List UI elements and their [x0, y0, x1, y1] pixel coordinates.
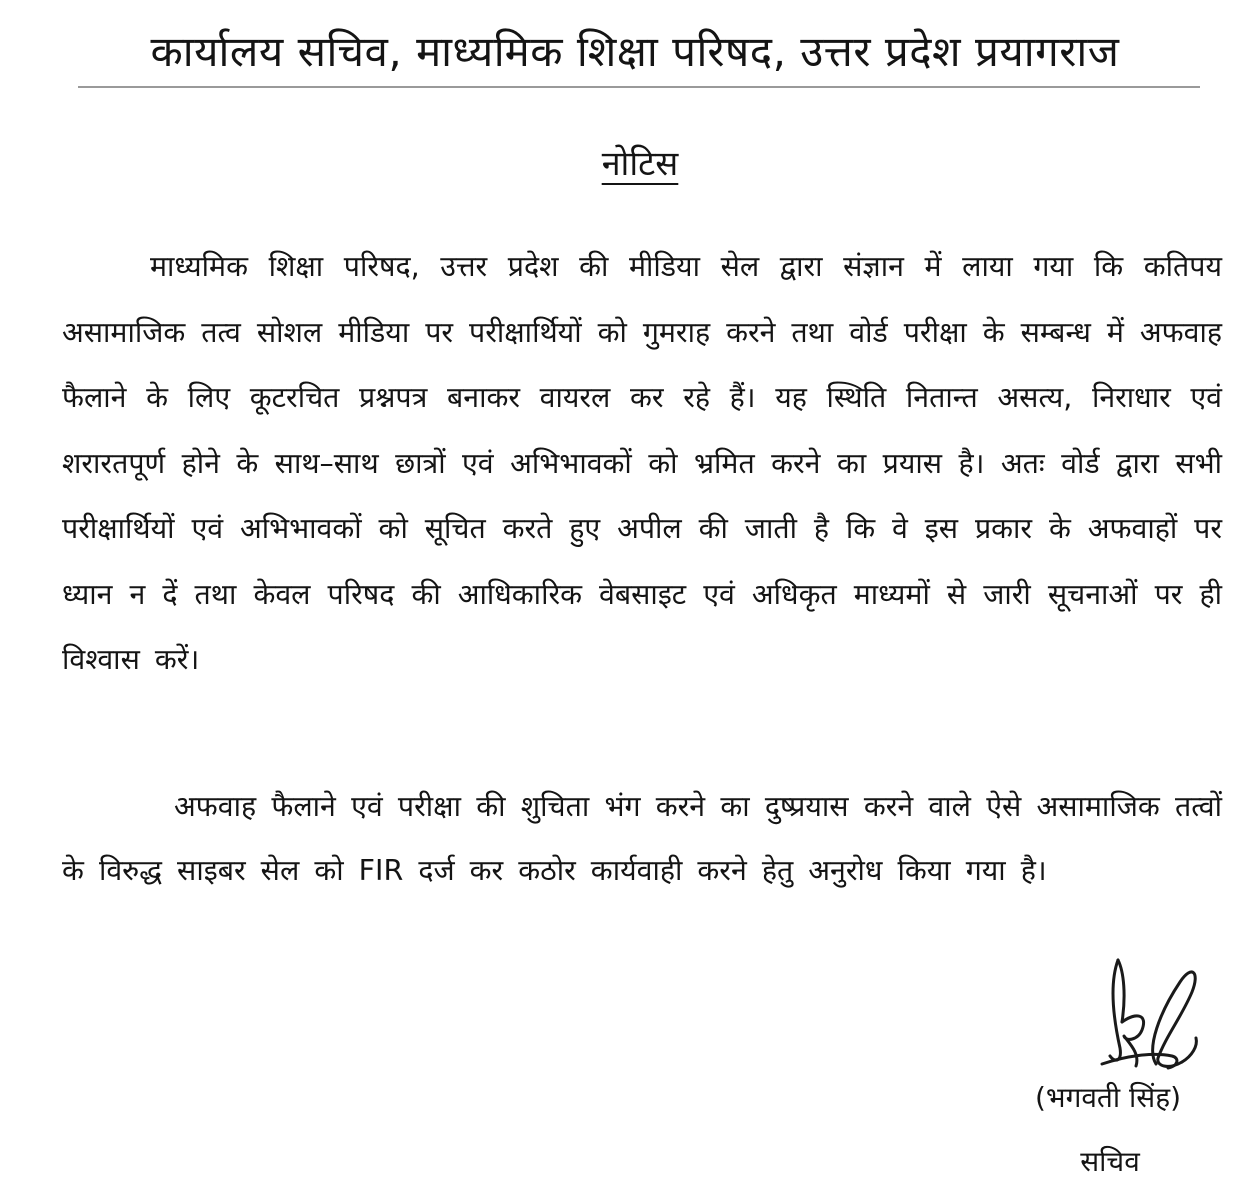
handwritten-signature — [1096, 952, 1206, 1082]
notice-title: नोटिस — [601, 144, 679, 184]
notice-paragraph-1: माध्यमिक शिक्षा परिषद, उत्तर प्रदेश की मीडिया सेल द्वारा संज्ञान में लाया गया कि कतिपय असामाजिक तत्व सोशल मीडिया पर परीक्षार्थियों को गुमराह करने तथा वोर्ड परीक्षा के सम्बन्ध में अफवाह फैलाने के लिए कूटरचित प्रश्नपत्र बनाकर वायरल कर रहे हैं। यह स्थिति नितान्त असत्य, निराधार एवं शरारतपूर्ण होने के साथ–साथ छात्रों एवं अभिभावकों को भ्रमित करने का प्रयास है। अतः वोर्ड द्वारा सभी परीक्षार्थियों एवं अभिभावकों को सूचित करते हुए अपील की जाती है कि वे इस प्रकार के अफवाहों पर ध्यान न दें तथा केवल परिषद की आधिकारिक वेबसाइट एवं अधिकृत माध्यमों से जारी सूचनाओं पर ही विश्वास करें। — [62, 250, 1222, 676]
signatory-name: (भगवती सिंह) — [1034, 1081, 1182, 1114]
office-header: कार्यालय सचिव, माध्यमिक शिक्षा परिषद, उत्तर प्रदेश प्रयागराज — [150, 27, 1120, 76]
notice-paragraph-2: अफवाह फैलाने एवं परीक्षा की शुचिता भंग करने का दुष्प्रयास करने वाले ऐसे असामाजिक तत्वों के विरुद्ध साइबर सेल को FIR दर्ज कर कठोर कार्यवाही करने हेतु अनुरोध किया गया है। — [62, 790, 1222, 887]
signatory-designation: सचिव — [1080, 1145, 1140, 1178]
header-rule — [78, 86, 1200, 88]
